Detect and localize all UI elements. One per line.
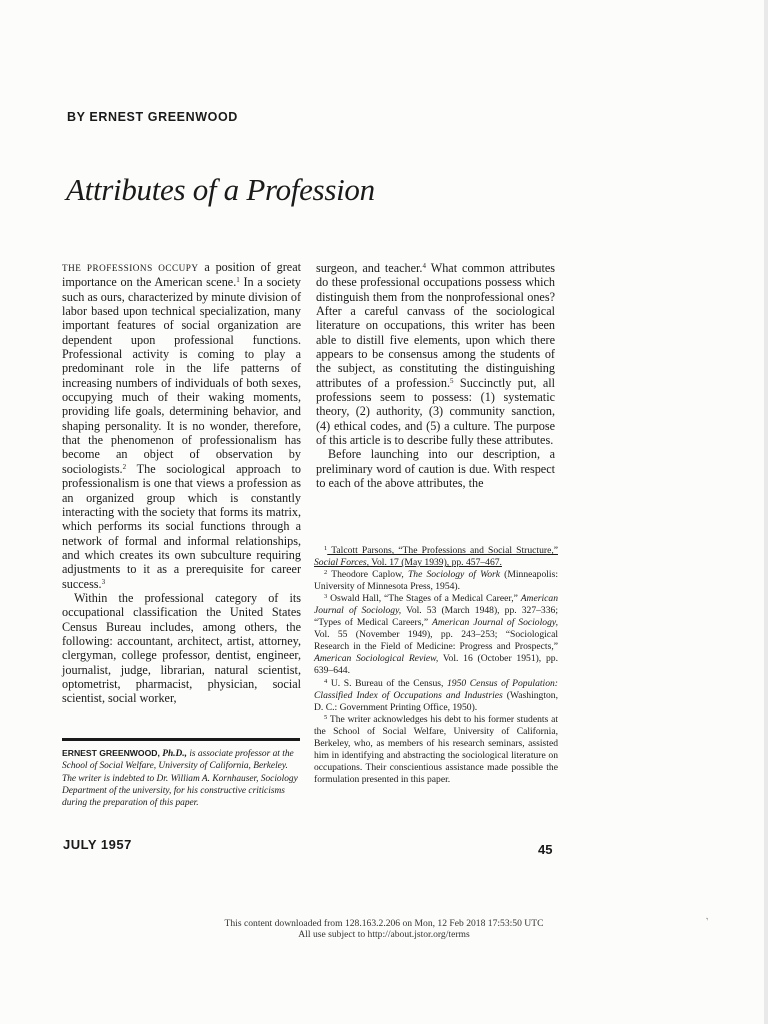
footnote bbox=[314, 569, 558, 593]
footnote-text: The Sociology of Work bbox=[407, 569, 500, 581]
paragraph-text: surgeon, and teacher. bbox=[316, 261, 423, 275]
footnote-text: American Journal of Sociology, bbox=[432, 617, 558, 629]
footnote-text: (Washington, D. C.: Government Printing Office, 1950). bbox=[314, 689, 558, 713]
paragraph-text: What common attributes do these professional occupations possess which distinguish them from the nonprofessional ones? After a careful canvass of the sociological literature on occupations, this writer has been able to distill five elements, upon which there appears to be consensus among the students of the subject, as constituting the distinguishing attributes of a profession. bbox=[316, 261, 555, 390]
scan-speck: ʼ bbox=[704, 915, 713, 928]
footnote-text: Vol. 17 (May 1939), pp. 457–467. bbox=[369, 557, 502, 569]
body-column-left bbox=[62, 260, 301, 706]
jstor-download-line: This content downloaded from 128.163.2.206 on Mon, 12 Feb 2018 17:53:50 UTC bbox=[224, 918, 544, 929]
jstor-notice bbox=[0, 915, 768, 940]
footnote-text: Oswald Hall, “The Stages of a Medical Career,” bbox=[327, 593, 521, 605]
issue-date: JULY 1957 bbox=[63, 837, 132, 852]
paragraph: Within the professional category of its occupational classification the United States Census Bureau includes, among others, the following: accountant, architect, artist, attorney, clergyman, college professor, dentist, engineer, journalist, judge, librarian, natural scientist, optometrist, pharmacist, physician, social scientist, social worker, bbox=[62, 590, 301, 706]
bio-name: ERNEST GREENWOOD, bbox=[62, 748, 160, 758]
author-bio bbox=[62, 747, 304, 809]
page-number: 45 bbox=[538, 842, 553, 857]
footnote-text: Theodore Caplow, bbox=[327, 569, 408, 581]
scan-edge-shadow bbox=[764, 0, 768, 1024]
footnote-ref: 2 bbox=[122, 462, 127, 471]
footnote-text: Talcott Parsons, “The Professions and Social Structure,” bbox=[327, 545, 558, 556]
footnote bbox=[314, 545, 558, 569]
paragraph bbox=[316, 261, 555, 447]
bio-text: is associate professor at the School of Social Welfare, University of California, Berkeley. The writer is indebted to Dr. William A. Kornhauser, Sociology Department of the university, for his constructive criticisms during the preparation of this paper. bbox=[62, 749, 298, 809]
footnote-ref: 3 bbox=[101, 577, 106, 586]
footnote-text: (Minneapolis: University of Minnesota Press, 1954). bbox=[314, 569, 558, 593]
footnote-text: 1950 Census of Population: Classified Index of Occupations and Industries bbox=[314, 677, 558, 701]
footnote bbox=[314, 714, 558, 786]
paragraph-text: a position of great importance on the American scene. bbox=[62, 260, 301, 290]
footnote bbox=[314, 678, 558, 714]
footnote-number: 5 bbox=[324, 713, 328, 721]
footnote-text: American Sociological Review, bbox=[314, 653, 439, 665]
footnotes bbox=[314, 545, 558, 786]
paragraph bbox=[62, 260, 301, 591]
lead-in-smallcaps: THE PROFESSIONS OCCUPY bbox=[62, 263, 199, 273]
footnote-text: The writer acknowledges his debt to his former students at the School of Social Welfare, University of California, Berkeley, who, as members of his research seminars, assisted him in identifying and abstracting the sociological literature on occupations. Their conscientious assistance made possible the formulation presented in this paper. bbox=[314, 713, 558, 785]
footnote-number: 4 bbox=[324, 677, 328, 685]
paragraph-text: In a society such as ours, characterized by minute division of labor based upon technical specialization, many important features of social organization are dependent upon professional functions. Professional activity is coming to play a predominant role in the life patterns of increasing numbers of individuals of both sexes, occupying much of their waking moments, providing life goals, determining behavior, and shaping personality. It is no wonder, therefore, that the phenomenon of professionalism has become an object of observation by sociologists. bbox=[62, 275, 301, 476]
footnote-text: Social Forces, bbox=[314, 557, 370, 569]
bio-degree: Ph.D., bbox=[162, 749, 187, 759]
paragraph: Before launching into our description, a preliminary word of caution is due. With respect to each of the above attributes, the bbox=[316, 447, 555, 491]
footnote-number: 1 bbox=[324, 545, 328, 552]
author-byline: BY ERNEST GREENWOOD bbox=[67, 110, 238, 124]
article-title: Attributes of a Profession bbox=[66, 172, 375, 207]
footnote-text: American Journal of Sociology, bbox=[314, 593, 558, 617]
footnote-text: Vol. 53 (March 1948), pp. 327–336; “Types of Medical Careers,” bbox=[314, 605, 558, 629]
footnote-text: Vol. 55 (November 1949), pp. 243–253; “Sociological Research in the Field of Medicine: Progress and Prospects,” bbox=[314, 629, 558, 653]
footnote-text: U. S. Bureau of the Census, bbox=[327, 677, 447, 689]
paragraph-text: The sociological approach to professionalism is one that views a profession as an organized group which is constantly interacting with the society that forms its matrix, which performs its social functions through a network of formal and informal relationships, and which creates its own subculture requiring adjustments to it as a prerequisite for career success. bbox=[62, 461, 301, 591]
footnote-ref: 4 bbox=[422, 262, 426, 270]
footnote bbox=[314, 593, 558, 677]
jstor-terms-line: All use subject to http://about.jstor.org/terms bbox=[298, 929, 470, 940]
bio-divider bbox=[62, 738, 300, 741]
footnote-text: Vol. 16 (October 1951), pp. 639–644. bbox=[314, 653, 558, 677]
footnote-number: 2 bbox=[324, 569, 328, 577]
paragraph-text: Succinctly put, all professions seem to possess: (1) systematic theory, (2) authority, (3) community sanction, (4) ethical codes, and (5) a culture. The purpose of this article is to describe fully these attributes. bbox=[316, 375, 556, 448]
footnote-number: 3 bbox=[324, 593, 328, 601]
footnote-ref: 5 bbox=[450, 376, 454, 385]
footnote-ref: 1 bbox=[236, 276, 240, 285]
body-column-right bbox=[316, 261, 555, 491]
